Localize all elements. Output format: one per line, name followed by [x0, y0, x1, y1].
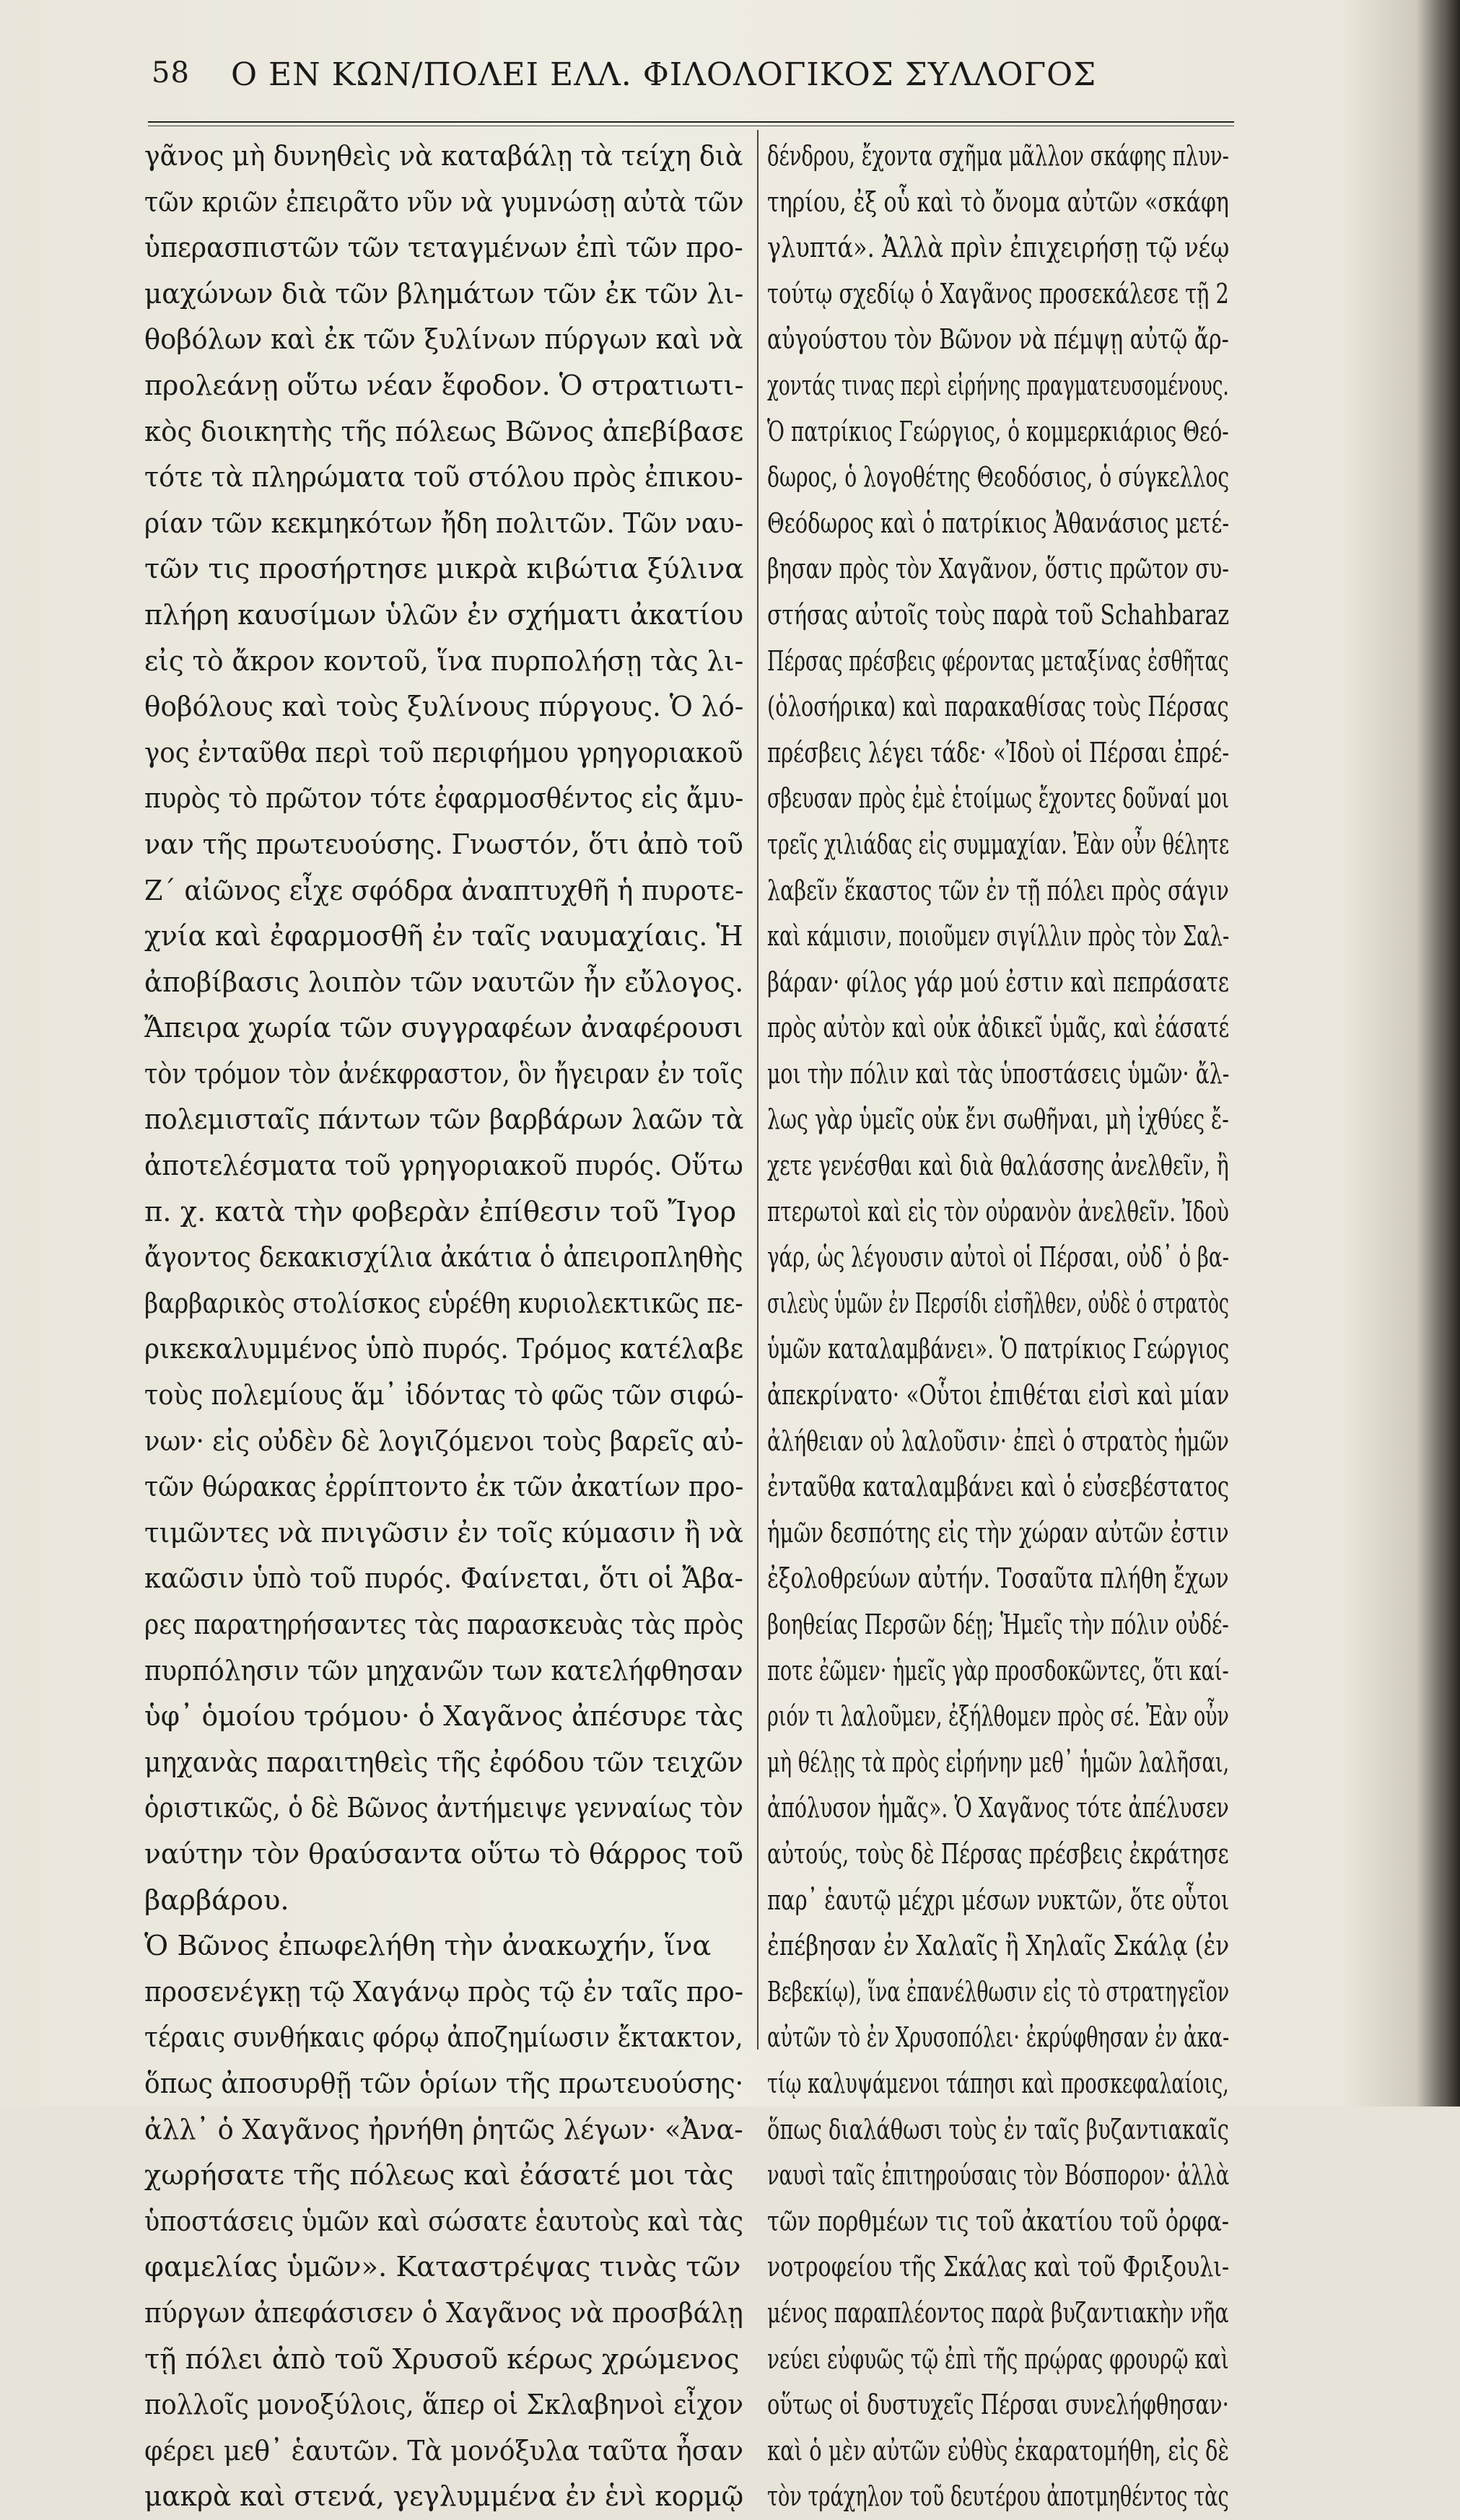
text-line: ἀπόλυσον ἡμᾶς». Ὁ Χαγᾶνος τότε ἀπέλυσεν [767, 1792, 1229, 1825]
text-line: νεύει εὐφυῶς τῷ ἐπὶ τῆς πρῴρας φρουρῷ καὶ [767, 2342, 1229, 2376]
text-line: τῇ πόλει ἀπὸ τοῦ Χρυσοῦ κέρως χρώμενος [144, 2342, 740, 2376]
text-line: χετε γενέσθαι καὶ διὰ θαλάσσης ἀνελθεῖν, ἢ [767, 1150, 1229, 1183]
text-line: π. χ. κατὰ τὴν φοβερὰν ἐπίθεσιν τοῦ Ἴγορ [144, 1195, 737, 1228]
text-line: φέρει μεθ᾽ ἑαυτῶν. Τὰ μονόξυλα ταῦτα ἦσαν [144, 2434, 743, 2467]
text-line: μαχώνων διὰ τῶν βλημάτων τῶν ἐκ τῶν λι- [144, 277, 744, 310]
text-line: ναυσὶ ταῖς ἐπιτηρούσαις τὸν Βόσπορον· ἀλλὰ [767, 2159, 1230, 2192]
page-binding-shadow [1443, 0, 1460, 2106]
text-line: (ὁλοσήρικα) καὶ παρακαθίσας τοὺς Πέρσας [767, 691, 1229, 724]
text-line: τίῳ καλυψάμενοι τάπησι καὶ προσκεφαλαίοις, [767, 2067, 1229, 2100]
text-line: ἐξολοθρεύων αὐτήν. Τοσαῦτα πλήθη ἔχων [767, 1562, 1229, 1596]
text-line: ἄγοντος δεκακισχίλια ἀκάτια ὁ ἀπειροπληθὴς [144, 1241, 743, 1274]
text-line: τῶν κριῶν ἐπειρᾶτο νῦν νὰ γυμνώσῃ αὐτὰ τῶν [144, 185, 744, 219]
left-text-column [144, 134, 743, 2520]
text-line: οὕτως οἱ δυστυχεῖς Πέρσαι συνελήφθησαν· [767, 2389, 1229, 2422]
text-line: ποτε ἐῶμεν· ἡμεῖς γὰρ προσδοκῶντες, ὅτι καί- [767, 1654, 1229, 1687]
text-line: τῶν θώρακας ἐρρίπτοντο ἐκ τῶν ἀκατίων προ- [144, 1471, 744, 1504]
text-line: κὸς διοικητὴς τῆς πόλεως Βῶνος ἀπεβίβασε [144, 415, 744, 448]
text-line: λως γὰρ ὑμεῖς οὐκ ἔνι σωθῆναι, μὴ ἰχθύες ἔ- [767, 1103, 1229, 1137]
text-line: μοι τὴν πόλιν καὶ τὰς ὑποστάσεις ὑμῶν· ἄλ- [767, 1057, 1230, 1090]
right-text-column [767, 134, 1229, 2520]
text-line: ρες παρατηρήσαντες τὰς παρασκευὰς τὰς πρὸς [144, 1609, 744, 1641]
text-line: ὁριστικῶς, ὁ δὲ Βῶνος ἀντήμειψε γενναίως τὸν [144, 1792, 743, 1825]
text-line: προλεάνῃ οὕτω νέαν ἔφοδον. Ὁ στρατιωτι- [144, 369, 744, 402]
text-line: ὑπερασπιστῶν τῶν τεταγμένων ἐπὶ τῶν προ- [144, 232, 743, 265]
text-line: θοβόλων καὶ ἐκ τῶν ξυλίνων πύργων καὶ νὰ [144, 323, 743, 356]
text-line: τρεῖς χιλιάδας εἰς συμμαχίαν. Ἐὰν οὖν θέλητε [767, 828, 1230, 861]
text-line: τιμῶντες νὰ πνιγῶσιν ἐν τοῖς κύμασιν ἢ νὰ [144, 1516, 744, 1549]
page-number: 58 [152, 56, 190, 89]
text-line: τοὺς πολεμίους ἅμ᾽ ἰδόντας τὸ φῶς τῶν σιφώ- [144, 1379, 744, 1412]
header-rule [148, 121, 1234, 123]
text-line: αὐγούστου τὸν Βῶνον νὰ πέμψῃ αὐτῷ ἄρ- [767, 323, 1229, 356]
text-line: ἐνταῦθα καταλαμβάνει καὶ ὁ εὐσεβέστατος [767, 1471, 1230, 1504]
text-line: Ὁ Βῶνος ἐπωφελήθη τὴν ἀνακωχήν, ἵνα [144, 1930, 712, 1963]
text-line: ναν τῆς πρωτευούσης. Γνωστόν, ὅτι ἀπὸ τοῦ [144, 828, 743, 861]
text-line: γάρ, ὡς λέγουσιν αὐτοὶ οἱ Πέρσαι, οὐδ᾽ ὁ βα- [767, 1241, 1229, 1274]
running-head: Ο ΕΝ ΚΩΝ/ΠΟΛΕΙ ΕΛΛ. ΦΙΛΟΛΟΓΙΚΟΣ ΣΥΛΛΟΓΟΣ [231, 56, 1097, 93]
text-line: ριόν τι λαλοῦμεν, ἐξήλθομεν πρὸς σέ. Ἐὰν οὖν [767, 1700, 1229, 1733]
text-line: βάραν· φίλος γάρ μού ἐστιν καὶ πεπράσατε [767, 966, 1230, 999]
page-header [152, 45, 1205, 110]
text-line: γος ἐνταῦθα περὶ τοῦ περιφήμου γρηγοριακοῦ [144, 736, 743, 769]
text-line: Ἄπειρα χωρία τῶν συγγραφέων ἀναφέρουσι [144, 1012, 743, 1045]
text-line: ρίαν τῶν κεκμηκότων ἤδη πολιτῶν. Τῶν ναυ- [144, 507, 744, 540]
text-line: ὑμῶν καταλαμβάνει». Ὁ πατρίκιος Γεώργιος [767, 1333, 1230, 1366]
text-line: πτερωτοὶ καὶ εἰς τὸν οὐρανὸν ἀνελθεῖν. Ἰδοὺ [767, 1195, 1229, 1228]
text-line: αὐτῶν τὸ ἐν Χρυσοπόλει· ἐκρύφθησαν ἐν ἀκα- [767, 2021, 1230, 2055]
text-line: Ζ΄ αἰῶνος εἶχε σφόδρα ἀναπτυχθῆ ἡ πυροτε- [144, 874, 744, 907]
text-line: ἀποβίβασις λοιπὸν τῶν ναυτῶν ἦν εὔλογος. [144, 966, 744, 999]
text-line: ὅπως διαλάθωσι τοὺς ἐν ταῖς βυζαντιακαῖς [767, 2113, 1229, 2146]
text-line: πλήρη καυσίμων ὑλῶν ἐν σχήματι ἀκατίου [144, 598, 744, 631]
text-line: γᾶνος μὴ δυνηθεὶς νὰ καταβάλῃ τὰ τείχη διὰ [144, 140, 743, 172]
text-line: ἀλλ᾽ ὁ Χαγᾶνος ἠρνήθη ῥητῶς λέγων· «Ἀνα- [144, 2113, 743, 2146]
text-line: μηχανὰς παραιτηθεὶς τῆς ἐφόδου τῶν τειχῶν [144, 1746, 743, 1779]
text-line: πυρπόλησιν τῶν μηχανῶν των κατελήφθησαν [144, 1654, 743, 1687]
text-line: καὶ ὁ μὲν αὐτῶν εὐθὺς ἐκαρατομήθη, εἰς δὲ [767, 2434, 1229, 2467]
text-line: τὸν τρόμον τὸν ἀνέκφραστον, ὃν ἤγειραν ἐν τοῖς [144, 1057, 743, 1090]
column-divider [757, 130, 759, 2049]
text-line: ἐπέβησαν ἐν Χαλαῖς ἢ Χηλαῖς Σκάλᾳ (ἐν [767, 1930, 1230, 1963]
text-line: τὸν τράχηλον τοῦ δευτέρου ἀποτμηθέντος τὰς [767, 2480, 1229, 2514]
text-line: Πέρσας πρέσβεις φέροντας μεταξίνας ἐσθῆτας [767, 644, 1229, 678]
text-line: βαρβαρικὸς στολίσκος εὑρέθη κυριολεκτικῶς πε- [144, 1287, 743, 1320]
text-line: ὑφ᾽ ὁμοίου τρόμου· ὁ Χαγᾶνος ἀπέσυρε τὰς [144, 1700, 744, 1733]
text-line: δωρος, ὁ λογοθέτης Θεοδόσιος, ὁ σύγκελλος [767, 461, 1230, 494]
text-line: ρικεκαλυμμένος ὑπὸ πυρός. Τρόμος κατέλαβε [144, 1333, 744, 1366]
text-line: ἀποτελέσματα τοῦ γρηγοριακοῦ πυρός. Οὕτω [144, 1150, 743, 1183]
text-line: στήσας αὐτοῖς τοὺς παρὰ τοῦ Schahbaraz [767, 598, 1230, 631]
text-line: πρέσβεις λέγει τάδε· «Ἰδοὺ οἱ Πέρσαι ἐπρέ- [767, 736, 1230, 769]
text-line: τέραις συνθήκαις φόρῳ ἀποζημίωσιν ἔκτακτον, [144, 2021, 743, 2055]
text-line: χοντάς τινας περὶ εἰρήνης πραγματευσομένους. [767, 369, 1229, 402]
text-line: σιλεὺς ὑμῶν ἐν Περσίδι εἰσῆλθεν, οὐδὲ ὁ στρατὸς [767, 1287, 1229, 1320]
text-line: αὐτούς, τοὺς δὲ Πέρσας πρέσβεις ἐκράτησε [767, 1837, 1229, 1871]
text-line: πυρὸς τὸ πρῶτον τότε ἐφαρμοσθέντος εἰς ἄμυ- [144, 782, 744, 815]
text-line: βησαν πρὸς τὸν Χαγᾶνον, ὅστις πρῶτον συ- [767, 553, 1229, 586]
text-line: χωρήσατε τῆς πόλεως καὶ ἐάσατέ μοι τὰς [144, 2159, 734, 2192]
text-line: μένος παραπλέοντος παρὰ βυζαντιακὴν νῆα [767, 2296, 1229, 2329]
text-line: ὑποστάσεις ὑμῶν καὶ σώσατε ἑαυτοὺς καὶ τὰς [144, 2205, 743, 2238]
text-line: ἀπεκρίνατο· «Οὗτοι ἐπιθέται εἰσὶ καὶ μίαν [767, 1379, 1230, 1412]
text-line: νοτροφείου τῆς Σκάλας καὶ τοῦ Φριξουλι- [767, 2251, 1230, 2284]
text-line: ἡμῶν δεσπότης εἰς τὴν χώραν αὐτῶν ἐστιν [767, 1516, 1229, 1549]
text-line: πολλοῖς μονοξύλοις, ἅπερ οἱ Σκλαβηνοὶ εἶχον [144, 2389, 743, 2422]
text-line: βαρβάρου. [144, 1884, 289, 1917]
text-line: φαμελίας ὑμῶν». Καταστρέψας τινὰς τῶν [144, 2251, 741, 2284]
text-line: σβευσαν πρὸς ἐμὲ ἑτοίμως ἔχοντες δοῦναί μοι [767, 782, 1230, 815]
text-line: πολεμισταῖς πάντων τῶν βαρβάρων λαῶν τὰ [144, 1103, 744, 1137]
text-line: τότε τὰ πληρώματα τοῦ στόλου πρὸς ἐπικου- [144, 461, 743, 494]
text-line: προσενέγκῃ τῷ Χαγάνῳ πρὸς τῷ ἐν ταῖς προ- [144, 1975, 743, 2008]
text-line: χνία καὶ ἐφαρμοσθῆ ἐν ταῖς ναυμαχίαις. Ἡ [144, 920, 743, 953]
text-line: τηρίου, ἐξ οὗ καὶ τὸ ὄνομα αὐτῶν «σκάφη [767, 185, 1229, 219]
text-line: ναύτην τὸν θραύσαντα οὕτω τὸ θάρρος τοῦ [144, 1837, 743, 1871]
text-line: λαβεῖν ἕκαστος τῶν ἐν τῇ πόλει πρὸς σάγιν [767, 874, 1229, 907]
text-line: τῶν τις προσήρτησε μικρὰ κιβώτια ξύλινα [144, 553, 744, 586]
text-line: Ὁ πατρίκιος Γεώργιος, ὁ κομμερκιάριος Θεό- [767, 415, 1229, 448]
text-line: καὶ κάμισιν, ποιοῦμεν σιγίλλιν πρὸς τὸν Σαλ- [767, 920, 1230, 953]
text-line: καῶσιν ὑπὸ τοῦ πυρός. Φαίνεται, ὅτι οἱ Ἄβα- [144, 1562, 743, 1596]
text-line: εἰς τὸ ἄκρον κοντοῦ, ἵνα πυρπολήσῃ τὰς λι- [144, 644, 744, 678]
text-line: γλυπτά». Ἀλλὰ πρὶν ἐπιχειρήσῃ τῷ νέῳ [767, 232, 1230, 265]
text-line: μὴ θέλῃς τὰ πρὸς εἰρήνην μεθ᾽ ἡμῶν λαλῆσαι, [767, 1746, 1230, 1779]
text-line: θοβόλους καὶ τοὺς ξυλίνους πύργους. Ὁ λό- [144, 691, 744, 724]
text-line: μακρὰ καὶ στενά, γεγλυμμένα ἐν ἑνὶ κορμῷ [144, 2480, 744, 2514]
text-line: παρ᾽ ἑαυτῷ μέχρι μέσων νυκτῶν, ὅτε οὗτοι [767, 1884, 1230, 1917]
text-line: τούτῳ σχεδίῳ ὁ Χαγᾶνος προσεκάλεσε τῇ 2 [767, 277, 1229, 310]
text-line: πρὸς αὐτὸν καὶ οὐκ ἀδικεῖ ὑμᾶς, καὶ ἐάσατέ [767, 1012, 1230, 1045]
text-line: νων· εἰς οὐδὲν δὲ λογιζόμενοι τοὺς βαρεῖς αὐ- [144, 1425, 744, 1458]
text-line: πύργων ἀπεφάσισεν ὁ Χαγᾶνος νὰ προσβάλῃ [144, 2296, 743, 2329]
text-line: Θεόδωρος καὶ ὁ πατρίκιος Ἀθανάσιος μετέ- [767, 507, 1230, 540]
text-line: δένδρου, ἔχοντα σχῆμα μᾶλλον σκάφης πλυν- [767, 140, 1229, 172]
text-line: Βεβεκίῳ), ἵνα ἐπανέλθωσιν εἰς τὸ στρατηγεῖον [767, 1975, 1230, 2008]
text-line: βοηθείας Περσῶν δέῃ; Ἡμεῖς τὴν πόλιν οὐδέ- [767, 1609, 1229, 1641]
text-line: ἀλήθειαν οὐ λαλοῦσιν· ἐπεὶ ὁ στρατὸς ἡμῶν [767, 1425, 1229, 1458]
text-line: τῶν πορθμέων τις τοῦ ἀκατίου τοῦ ὀρφα- [767, 2205, 1230, 2238]
text-line: ὅπως ἀποσυρθῇ τῶν ὁρίων τῆς πρωτευούσης· [144, 2067, 744, 2100]
